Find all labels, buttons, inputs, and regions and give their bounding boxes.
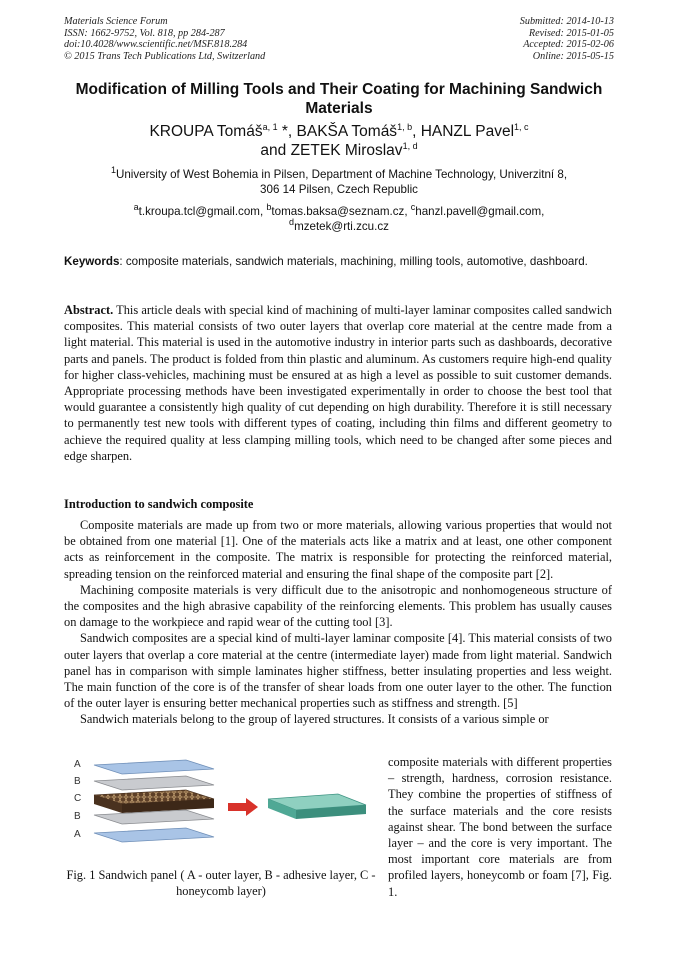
adhesive-layer-bottom <box>94 810 214 824</box>
affiliation <box>58 167 620 197</box>
section-heading: Introduction to sandwich composite <box>64 497 254 511</box>
author-name: and ZETEK Miroslav <box>260 142 403 159</box>
author-sup: 1, d <box>402 140 418 151</box>
date-accepted: Accepted: 2015-02-06 <box>523 39 614 50</box>
layer-label: B <box>74 776 81 787</box>
keywords-label: Keywords <box>64 255 120 268</box>
author-emails <box>58 204 620 234</box>
author-name: BAKŠA Tomáš <box>296 123 398 140</box>
adhesive-layer-top <box>94 776 214 790</box>
author-sep: , <box>412 123 421 140</box>
abstract <box>64 302 612 464</box>
author-name: KROUPA Tomáš <box>149 123 263 140</box>
paragraph: Sandwich materials belong to the group of layered structures. It consists of a various simple or <box>80 712 549 727</box>
author-sup: 1, b <box>397 121 413 132</box>
layer-label: A <box>74 759 81 770</box>
author-sup: a, 1 <box>262 121 278 132</box>
author-name: HANZL Pavel <box>420 123 515 140</box>
outer-layer-top <box>94 760 214 774</box>
figure-caption: Fig. 1 Sandwich panel ( A - outer layer, B - adhesive layer, C - honeycomb layer) <box>66 868 376 898</box>
journal-issn: ISSN: 1662-9752, Vol. 818, pp 284-287 <box>64 27 225 39</box>
paragraph: Sandwich composites are a special kind of multi-layer laminar composite [4]. This material consists of two outer layers that overlap a core material at the centre (intermediate layer) made from light material. Sandwich panel has in comparison with simple laminates higher stiffness, better insulating properties and less weight. The main function of the core is of the transfer of shear loads from one outer layer to the other. The function of the outer layer is ensuring better mechanical properties such as stiffness and strength. [5] <box>64 631 612 711</box>
journal-header-left <box>64 16 265 62</box>
author-sep: *, <box>277 123 297 140</box>
outer-layer-bottom <box>94 828 214 842</box>
journal-doi: doi:10.4028/www.scientific.net/MSF.818.284 <box>64 39 248 50</box>
email-link[interactable]: mzetek@rti.zcu.cz <box>294 220 389 233</box>
journal-copyright: © 2015 Trans Tech Publications Ltd, Switzerland <box>64 50 266 62</box>
author-list <box>58 122 620 160</box>
date-revised: Revised: 2015-01-05 <box>528 27 614 39</box>
paragraph: Composite materials are made up from two or more materials, allowing various properties that would not be obtained from one material [1]. One of the materials acts like a matrix and at least, one other component acts as reinforcement in the composite. The matrix is responsible for protecting the reinforced material, spreading tension on the reinforced material and ensuring the final shape of the composite part [2]. <box>64 518 612 581</box>
email-link[interactable]: tomas.baksa@seznam.cz, <box>271 205 411 218</box>
author-line-1 <box>58 122 620 141</box>
layer-label: C <box>74 793 82 804</box>
sandwich-panel-figure <box>66 757 376 867</box>
journal-header-right <box>520 16 614 62</box>
email-line-2: $^d$mzetek@rti.zcu.cz <box>289 217 389 233</box>
wrapped-paragraph: composite materials with different properties – strength, hardness, corrosion resistance. They combine the properties of stiffness of the surface materials and the core resists against shear. The bond between the surface layer – and the core is very important. The most important core materials are from profiled layers, honeycomb or foam [7], Fig. 1. <box>388 755 612 899</box>
keywords-text: : composite materials, sandwich materials, machining, milling tools, automotive, dashboard. <box>119 255 588 268</box>
layer-label: A <box>74 829 81 840</box>
affiliation-sup: 1 <box>110 165 116 176</box>
abstract-text: This article deals with special kind of machining of multi-layer laminar composites called sandwich composites. This material consists of two outer layers that overlap core material at the centre made from a light material. This material is used in the automotive industry in interior parts such as dashboards, decorative parts and panels. The product is folded from thin plastic and aluminum. As customers require high-end quality for higher class-vehicles, machining must be ensured at as high a level as possible to suit customer demands. Appropriate processing methods have been investigated experimentally in order to choose the best tool that would guarantee a consistently high quality of cut depending on high durability. Therefore it is still necessary to permanently test new tools with different types of coating, including thin films and different geometry to achieve the required quality at less clamping milling tools, which need to be changed after some pieces and edge sharpen. <box>64 303 612 463</box>
affiliation-line-1: $^1$University of West Bohemia in Pilsen, Department of Machine Technology, Univerzitní 8, <box>110 165 568 181</box>
section-body <box>64 517 612 728</box>
keywords <box>64 254 612 269</box>
arrow-icon <box>228 798 258 816</box>
layer-label: B <box>74 811 81 822</box>
affiliation-line-2: 306 14 Pilsen, Czech Republic <box>260 183 418 196</box>
author-line-2 <box>58 141 620 160</box>
author-sup: 1, c <box>514 121 529 132</box>
email-link[interactable]: hanzl.pavell@gmail.com, <box>415 205 545 218</box>
paragraph: Machining composite materials is very difficult due to the anisotropic and nonhomogeneous structure of the composites and the high abrasive capability of the reinforcing elements. This problem has usually causes on damage to the workpiece and rapid wear of the cutting tool [3]. <box>64 582 612 630</box>
paper-title: Modification of Milling Tools and Their Coating for Machining Sandwich Materials <box>75 81 603 117</box>
journal-name: Materials Science Forum <box>64 16 168 27</box>
abstract-label: Abstract. <box>64 303 114 317</box>
date-submitted: Submitted: 2014-10-13 <box>519 16 614 27</box>
email-link[interactable]: t.kroupa.tcl@gmail.com, <box>138 205 267 218</box>
email-line-1: $^a$t.kroupa.tcl@gmail.com, $^b$tomas.baksa@seznam.cz, $^c$hanzl.pavell@gmail.com, <box>133 202 545 218</box>
date-online: Online: 2015-05-15 <box>532 50 614 62</box>
